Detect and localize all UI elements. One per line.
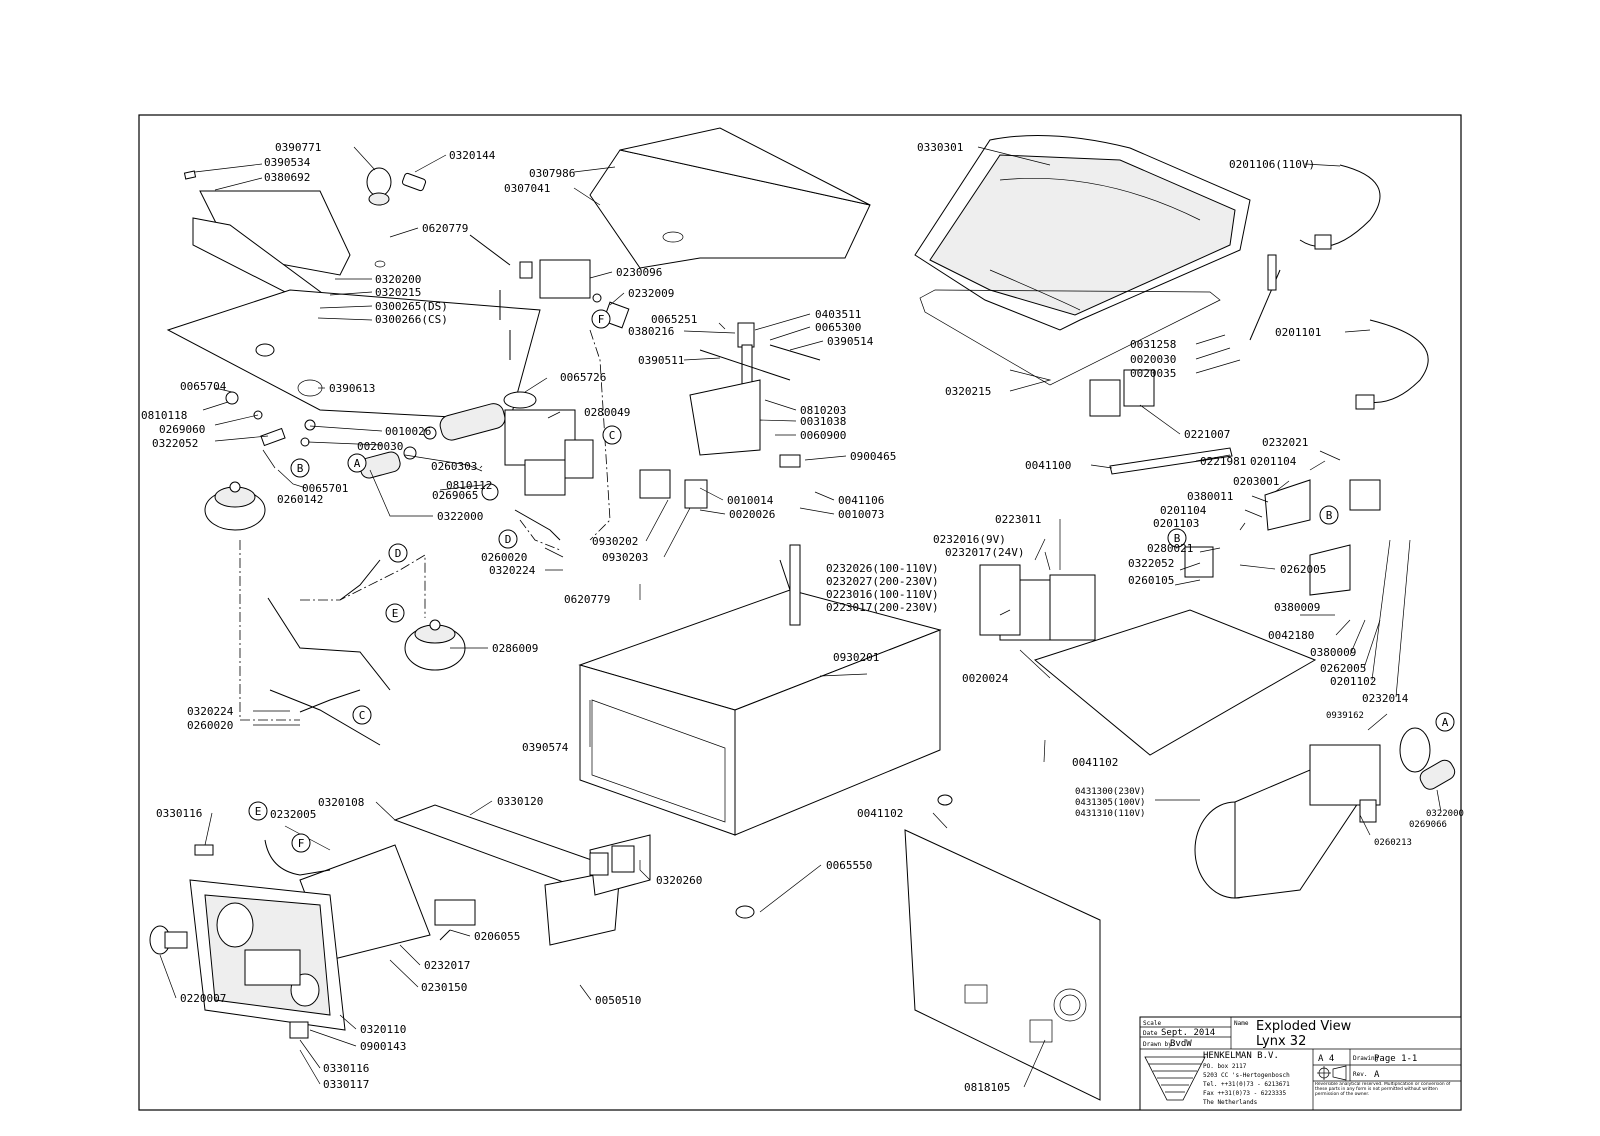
part-label: 0232016(9V) [933,533,1006,546]
part-label: 0390534 [264,156,311,169]
part-label: 0380009 [1310,646,1357,659]
part-label: 0201101 [1275,326,1322,339]
callout-label: F [297,837,305,850]
scale-label: Scale [1143,1020,1162,1027]
part-label: 0300266(CS) [375,313,448,326]
part-label: 0330116 [323,1062,370,1075]
part-label: 0320215 [375,286,422,299]
callout-E-1 [386,604,404,622]
part-label: 0380009 [1274,601,1321,614]
part-label: 0260020 [187,719,234,732]
part-label: 0330117 [323,1078,370,1091]
callout-A-1 [348,454,366,472]
part-label: 0431300(230V) [1075,787,1146,797]
part-label: 0330120 [497,795,544,808]
part-label: 0380011 [1187,490,1234,503]
company-phone: Tel. ++31(0)73 - 6213671 [1203,1081,1290,1088]
part-label: 0065726 [560,371,607,384]
name-label: Name [1234,1020,1249,1027]
callout-label: E [254,805,262,818]
part-label: 0042180 [1268,629,1315,642]
part-label: 0206055 [474,930,521,943]
part-label: 0010014 [727,494,774,507]
part-label: 0260303 [431,460,478,473]
part-label: 0020024 [962,672,1009,685]
part-label: 0403511 [815,308,862,321]
part-label: 0322052 [1128,557,1175,570]
part-label: 0060900 [800,429,847,442]
part-label: 0203001 [1233,475,1280,488]
drawn-by-label: Drawn by: [1143,1041,1176,1048]
part-label: 0269060 [159,423,206,436]
date-label: Date [1143,1030,1158,1037]
part-label: 0810112 [446,479,493,492]
part-label: 0330301 [917,141,964,154]
revision-value: A [1374,1070,1380,1080]
part-label: 0221007 [1184,428,1231,441]
part-label: 0201104 [1250,455,1297,468]
part-label: 0810203 [800,404,847,417]
callout-A-2 [1436,713,1454,731]
callout-B-2 [1320,506,1338,524]
part-label: 0320260 [656,874,703,887]
part-label: 0232017 [424,959,471,972]
part-label: 0810118 [141,409,188,422]
part-label: 0330116 [156,807,203,820]
part-label: 0307041 [504,182,551,195]
part-label: 0390574 [522,741,569,754]
part-label: 0320200 [375,273,422,286]
part-label: 0221981 [1200,455,1247,468]
callout-label: B [1173,532,1181,545]
part-label: 0818105 [964,1081,1011,1094]
callout-C-2 [353,706,371,724]
date-value: Sept. 2014 [1161,1028,1216,1038]
callout-C-1 [603,426,621,444]
part-label: 0031038 [800,415,847,428]
callout-label: B [296,462,304,475]
company-address-2: 5203 CC 's-Hertogenbosch [1203,1072,1290,1079]
part-label: 0900465 [850,450,897,463]
part-label: 0320144 [449,149,496,162]
callout-F-1 [592,310,610,328]
part-label: 0280021 [1147,542,1194,555]
part-label: 0390613 [329,382,376,395]
part-label: 0041106 [838,494,885,507]
part-label: 0307986 [529,167,576,180]
company-address-1: PO. box 2117 [1203,1063,1247,1070]
part-label: 0232027(200-230V) [826,575,939,588]
part-label: 0380216 [628,325,675,338]
model-name: Lynx 32 [1256,1034,1307,1049]
callout-E-2 [249,802,267,820]
part-label: 0201106(110V) [1229,158,1316,171]
paper-format: A 4 [1318,1054,1335,1064]
left-fittings-and-pumps [205,392,465,745]
part-label: 0260020 [481,551,528,564]
part-label: 0201104 [1160,504,1207,517]
callout-B-1 [291,459,309,477]
callout-label: E [391,607,399,620]
part-label: 0269065 [432,489,479,502]
part-label: 0930202 [592,535,639,548]
part-label: 0260213 [1374,838,1412,848]
part-label: 0380692 [264,171,311,184]
drawn-by-value: BvdW [1170,1039,1192,1049]
part-label: 0050510 [595,994,642,1007]
callout-label: B [1325,509,1333,522]
part-label: 0031258 [1130,338,1177,351]
part-label: 0232021 [1262,436,1309,449]
callout-label: D [394,547,402,560]
drawing-number-label: Drawing [1353,1055,1379,1062]
part-label: 0620779 [564,593,611,606]
callout-label: F [597,313,605,326]
callout-label: A [353,457,361,470]
part-label: 0320224 [489,564,536,577]
title-block [1140,1017,1461,1110]
part-label: 0010026 [385,425,432,438]
callout-label: D [504,533,512,546]
part-label: 0201103 [1153,517,1200,530]
back-panel [905,830,1100,1100]
drawing-number-value: Page 1-1 [1374,1054,1418,1064]
part-label: 0320110 [360,1023,407,1036]
part-label: 0620779 [422,222,469,235]
callout-D-2 [499,530,517,548]
part-label: 0320224 [187,705,234,718]
part-label: 0065300 [815,321,862,334]
copyright-notice: Reversible analytical reserved. Multiplication or conversion of these parts in any form is not permitted without written permission of the owner. [1315,1082,1451,1097]
part-label: 0230150 [421,981,468,994]
part-label: 0065550 [826,859,873,872]
part-label: 0930201 [833,651,880,664]
part-label: 0201102 [1330,675,1377,688]
part-label: 0939162 [1326,711,1364,721]
company-name: HENKELMAN B.V. [1203,1051,1279,1061]
part-label: 0390514 [827,335,874,348]
callout-D-1 [389,544,407,562]
part-label: 0020030 [357,440,404,453]
part-label: 0269066 [1409,820,1447,830]
part-label: 0230096 [616,266,663,279]
part-label: 0232026(100-110V) [826,562,939,575]
part-label: 0020035 [1130,367,1177,380]
part-label: 0232014 [1362,692,1409,705]
part-label: 0280049 [584,406,631,419]
part-label: 0020030 [1130,353,1177,366]
part-label: 0431305(100V) [1075,798,1146,808]
part-label: 0322000 [1426,809,1464,819]
part-label: 0065251 [651,313,698,326]
part-label: 0223017(200-230V) [826,601,939,614]
part-label: 0020026 [729,508,776,521]
part-label: 0431310(110V) [1075,809,1146,819]
callout-label: C [358,709,366,722]
part-label: 0065704 [180,380,227,393]
part-label: 0390511 [638,354,685,367]
part-label: 0322000 [437,510,484,523]
part-label: 0322052 [152,437,199,450]
part-label: 0010073 [838,508,885,521]
part-label: 0300265(DS) [375,300,448,313]
part-label: 0320215 [945,385,992,398]
revision-label: Rev. [1353,1071,1368,1078]
part-label: 0041102 [1072,756,1119,769]
part-label: 0260142 [277,493,324,506]
part-label: 0041102 [857,807,904,820]
company-fax: Fax ++31(0)73 - 6223335 [1203,1090,1287,1097]
part-label: 0260105 [1128,574,1175,587]
part-label: 0900143 [360,1040,407,1053]
vacuum-pump [1195,728,1458,898]
part-label: 0262005 [1280,563,1327,576]
part-label: 0223011 [995,513,1042,526]
part-label: 0220007 [180,992,227,1005]
callout-label: C [608,429,616,442]
part-label: 0232017(24V) [945,546,1025,559]
callout-label: A [1441,716,1449,729]
part-label: 0930203 [602,551,649,564]
drawing-title: Exploded View [1256,1019,1352,1034]
part-label: 0320108 [318,796,365,809]
company-country: The Netherlands [1203,1099,1258,1106]
part-label: 0223016(100-110V) [826,588,939,601]
part-label: 0232009 [628,287,675,300]
part-label: 0390771 [275,141,322,154]
part-label: 0286009 [492,642,539,655]
callout-F-2 [292,834,310,852]
part-label: 0041100 [1025,459,1072,472]
part-label: 0232005 [270,808,317,821]
part-label: 0065701 [302,482,349,495]
part-label: 0262005 [1320,662,1367,675]
